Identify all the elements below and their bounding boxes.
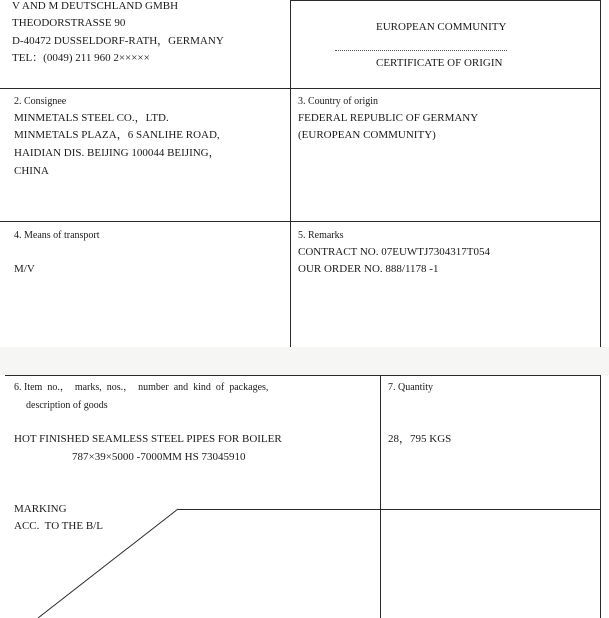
- remarks-label: 5. Remarks: [298, 230, 344, 241]
- transport-label: 4. Means of transport: [14, 230, 100, 241]
- remarks-line-1: CONTRACT NO. 07EUWTJ7304317T054: [298, 246, 490, 258]
- consignee-line-1: MINMETALS STEEL CO.，LTD.: [14, 112, 169, 124]
- marking-reference: ACC. TO THE B/L: [14, 520, 103, 532]
- exporter-line-3: D-40472 DUSSELDORF-RATH，GERMANY: [12, 35, 224, 47]
- consignee-line-4: CHINA: [14, 165, 49, 177]
- goods-spec: 787×39×5000 -7000MM HS 73045910: [72, 451, 246, 463]
- quantity-label: 7. Quantity: [388, 382, 433, 393]
- consignee-label: 2. Consignee: [14, 96, 67, 107]
- remarks-line-2: OUR ORDER NO. 888/1178 -1: [298, 263, 439, 275]
- goods-description: HOT FINISHED SEAMLESS STEEL PIPES FOR BOILER: [14, 433, 282, 445]
- country-line-2: (EUROPEAN COMMUNITY): [298, 129, 436, 141]
- items-label-line-2: description of goods: [26, 400, 108, 411]
- consignee-line-3: HAIDIAN DIS. BEIJING 100044 BEIJING，: [14, 147, 220, 159]
- consignee-line-2: MINMETALS PLAZA，6 SANLIHE ROAD,: [14, 129, 220, 141]
- exporter-line-2: THEODORSTRASSE 90: [12, 17, 126, 29]
- transport-value: M/V: [14, 263, 35, 275]
- title-community: EUROPEAN COMMUNITY: [376, 21, 507, 33]
- country-label: 3. Country of origin: [298, 96, 378, 107]
- country-line-1: FEDERAL REPUBLIC OF GERMANY: [298, 112, 479, 124]
- quantity-value: 28，795 KGS: [388, 433, 452, 445]
- marking-label: MARKING: [14, 503, 67, 515]
- exporter-line-1: V AND M DEUTSCHLAND GMBH: [12, 0, 179, 12]
- items-label-line-1: 6. Item no.， marks, nos.， number and kind of packages,: [14, 382, 269, 393]
- title-dotted-rule: [335, 50, 507, 51]
- exporter-line-4: TEL：(0049) 211 960 2×××××: [12, 52, 150, 64]
- title-certificate: CERTIFICATE OF ORIGIN: [376, 57, 503, 69]
